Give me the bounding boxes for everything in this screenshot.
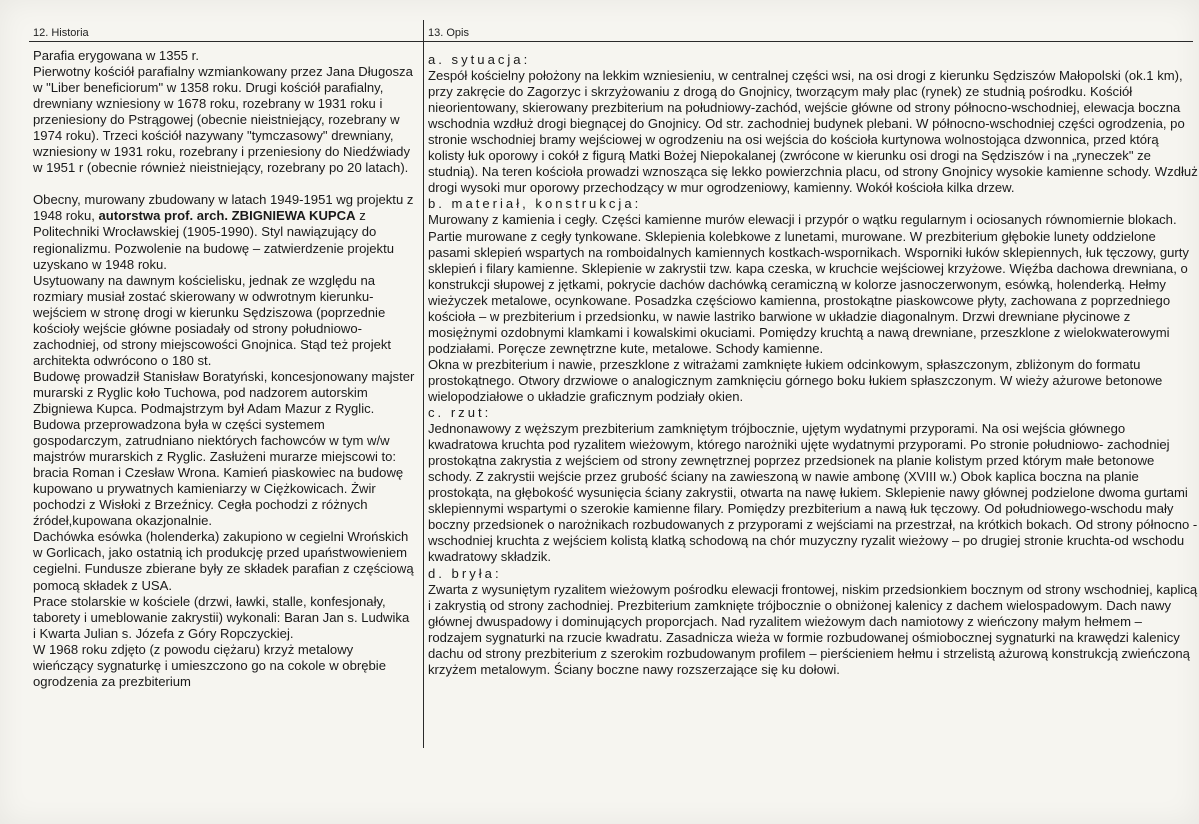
- column-divider: [423, 20, 424, 748]
- paragraph-gap: [33, 176, 415, 192]
- history-column: [33, 48, 415, 690]
- architect-name: autorstwa prof. arch. ZBIGNIEWA KUPCA: [98, 208, 356, 224]
- history-paragraph-founding: Parafia erygowana w 1355 r.: [33, 48, 199, 63]
- history-paragraph-previous-churches: Pierwotny kościół parafialny wzmiankowany przez Jana Długosza w "Liber beneficiorum" w 1358 roku. Drugi kościół parafialny, drewniany wzniesiony w 1678 roku, rozebrany w 1931 roku i przeniesiony do Pstrągowej (obecnie nieistniejący, rozebrany w 1974 roku). Trzeci kościół nazywany "tymczasowy" drewniany, wzniesiony w 1931 roku, rozebrany i przeniesiony do Niedźwiady w 1951 r (obecnie również nieistniejący, rozebrany po 20 latach).: [33, 64, 413, 176]
- section-text-plan: Jednonawowy z węższym prezbiterium zamkniętym trójbocznie, ujętym wydatnymi przyporami. Na osi wejścia głównego kwadratowa kruchta pod ryzalitem wieżowym, którego narożniki ujęte wydatnymi przyporami. Po stronie południowo- zachodniej prostokątna zakrystia z wejściem od strony zewnętrznej poprzez przedsionek na planie kolistym przed którym małe betonowe schody. Z zakrystii wejście przez grubość ściany na zawieszoną w nawie ambonę (XVIII w.) Obok kaplica boczna na planie prostokąta, na głębokość wysunięcia ściany zakrystii, otwarta na nawę łukiem. Sklepienie nawy głównej podzielone dwoma gurtami sklepiennymi wspartymi o szerokie kamienne filary. Pomiędzy prezbiterium a nawą łuk tęczowy. Od południowego-wschodu mały boczny przedsionek o narożnikach rozbudowanych z przyporami z wejściami na przestrzał, na krótkich bokach. Od strony północno - wschodniej kruchta z wejściem kolistą klatką schodową na chór muzyczny ryzalit wieżowy – po drugiej stronie kruchta-od wschodu kwadratowy składzik.: [428, 421, 1198, 565]
- history-text: Obecny, murowany zbudowany w latach 1949-1951 wg projektu z 1948 roku,: [33, 192, 414, 224]
- history-paragraph-current-church: [33, 192, 415, 272]
- history-paragraph-orientation: Usytuowany na dawnym kościelisku, jednak ze względu na rozmiary musiał zostać skierowany w odwrotnym kierunku- wejściem w stronę drogi w kierunku Sędziszowa (poprzednie kościoły wejście główne posiadały od strony południowo- zachodniej, od strony miejscowości Gnojnica. Stąd też projekt architekta odwrócono o 180 st.: [33, 272, 392, 368]
- history-paragraph-roof-tiles: Dachówka esówka (holenderka) zakupiono w cegielni Wrońskich w Gorlicach, jako ostatnią ich produkcję przed upaństwowieniem cegielni. Fundusze zbierane były ze składek parafian z częściową pomocą składek z USA.: [33, 529, 414, 593]
- section-text-form: Zwarta z wysuniętym ryzalitem wieżowym pośrodku elewacji frontowej, niskim przedsionkiem bocznym od strony wschodniej, kaplicą i zakrystią od strony zachodniej. Prezbiterium zamknięte trójbocznie o obniżonej kalenicy z dachem wielospadowym. Dach nawy głównej dwuspadowy i dominujących proporcjach. Nad ryzalitem wieżowym dach namiotowy z wieńczony małym hełmem – rodzajem sygnaturki na rzucie kwadratu. Zasadnicza wieża w formie rozbudowanej ośmiobocznej sygnaturki na krawędzi kalenicy dachu od strony prezbiterium z szerokim rozbudowanym profilem – pierścieniem hełmu i strzelistą ażurową konstrukcją zwieńczoną krzyżem metalowym. Ściany boczne nawy rozszerzające się ku dołowi.: [428, 581, 1198, 677]
- section-heading-situation: a. sytuacja:: [428, 52, 531, 67]
- section-heading-material: b. materiał, konstrukcja:: [428, 196, 642, 212]
- history-paragraph-cross: W 1968 roku zdjęto (z powodu ciężaru) krzyż metalowy wieńczący sygnaturkę i umieszczono go na cokole w obrębie ogrodzenia za prezbiterium: [33, 641, 386, 689]
- header-divider: [29, 41, 1193, 42]
- history-paragraph-construction: Budowę prowadził Stanisław Boratyński, koncesjonowany majster murarski z Ryglic koło Tuchowa, pod nadzorem autorskim Zbigniewa Kupca. Podmajstrzym był Adam Mazur z Ryglic. Budowa przeprowadzona była w części systemem gospodarczym, zatrudniano niektórych fachowców w tym w/w majstrów murarskich z Ryglic. Zasłużeni murarze miejscowi to: bracia Roman i Czesław Wrona. Kamień piaskowiec na budowę kupowano u prywatnych kamieniarzy w Ciężkowicach. Żwir pochodzi z Wisłoki z Brzeźnicy. Cegła pochodzi z różnych źródeł,kupowana okazjonalnie.: [33, 368, 415, 529]
- section-heading-form: d. bryła:: [428, 565, 502, 581]
- history-section-header: 12. Historia: [33, 27, 89, 39]
- description-column: [428, 52, 1198, 678]
- description-section-header: 13. Opis: [428, 27, 469, 39]
- history-text: z Politechniki Wrocławskiej (1905-1990). Styl nawiązujący do regionalizmu. Pozwolenie na budowę – zatwierdzenie projektu uzyskano w 1948 roku.: [33, 208, 395, 272]
- history-paragraph-carpentry: Prace stolarskie w kościele (drzwi, ławki, stalle, konfesjonały, taborety i umeblowanie zakrystii) wykonali: Baran Jan s. Ludwika i Kwarta Julian s. Józefa z Góry Ropczyckiej.: [33, 593, 410, 641]
- section-text-situation: Zespół kościelny położony na lekkim wzniesieniu, w centralnej części wsi, na osi drogi z kierunku Sędziszów Małopolski (ok.1 km), przy zakręcie do Zagorzyc i skrzyżowaniu z drogą do Gnojnicy, tworzącym mały plac (rynek) ze studnią pośrodku. Kościół nieorientowany, skierowany prezbiterium na południowy-zachód, wejście główne od strony północno-wschodniej, elewacja boczna wschodnia wzdłuż drogi biegnącej do Gnojnicy. Od str. zachodniej budynek plebani. W północno-wschodniej części ogrodzenia, po stronie wschodniej bramy wejściowej w ogrodzeniu na osi wejścia do kościoła kurtynowa wolnostojąca dzwonnica, przed którą kolisty łuk oporowy i cokół z figurą Matki Bożej Niepokalanej (zwrócone w kierunku osi drogi na Sędziszów i na „ryneczek" ze studnią). Na teren kościoła prowadzi wznosząca się lekko powierzchnia placu, od strony Gnojnicy wysokie kamienne schody. Wzdłuż drogi wysoki mur oporowy przechodzący w mur ogrodzeniowy, kamienny. Wokół kościoła kilka drzew.: [428, 68, 1198, 196]
- section-text-windows: Okna w prezbiterium i nawie, przeszklone z witrażami zamknięte łukiem odcinkowym, spłaszczonym, zbliżonym do formatu prostokątnego. Otwory drzwiowe o analogicznym zamknięciu górnego boku łukiem spłaszczonym. W wieży ażurowe betonowe wielopodziałowe o układzie graficznym podziały okien.: [428, 356, 1163, 404]
- section-text-material: Murowany z kamienia i cegły. Części kamienne murów elewacji i przypór o wątku regularnym i ociosanych równomiernie blokach. Partie murowane z cegły tynkowane. Sklepienia kolebkowe z lunetami, murowane. W prezbiterium głębokie lunety oddzielone pasami sklepień wspartych na romboidalnych kamiennych kostkach-wspornikach. Wsporniki łuków sklepiennych, łuk tęczowy, gurty sklepień i filary kamienne. Sklepienie w zakrystii tzw. kapa czeska, w kruchcie wejściowej krzyżowe. Więźba dachowa drewniana, o konstrukcji słupowej z jętkami, pokrycie dachów dachówką ceramiczną w kolorze jasnoczerwonym, esówką, holenderką. Hełmy wieżyczek metalowe, ocynkowane. Posadzka częściowo kamienna, prostokątne piaskowcowe płyty, zachowana z poprzedniego kościoła – w prezbiterium i przedsionku, w nawie lastriko barwione w układzie diagonalnym. Drzwi drewniane płycinowe z mosiężnymi ozdobnymi klamkami i kowalskimi okuciami. Pomiędzy kruchtą a nawą drewniane, przeszklone z wielokwaterowymi podziałami. Poręcze zewnętrzne kute, metalowe. Schody kamienne.: [428, 212, 1189, 356]
- section-heading-plan: c. rzut:: [428, 405, 492, 421]
